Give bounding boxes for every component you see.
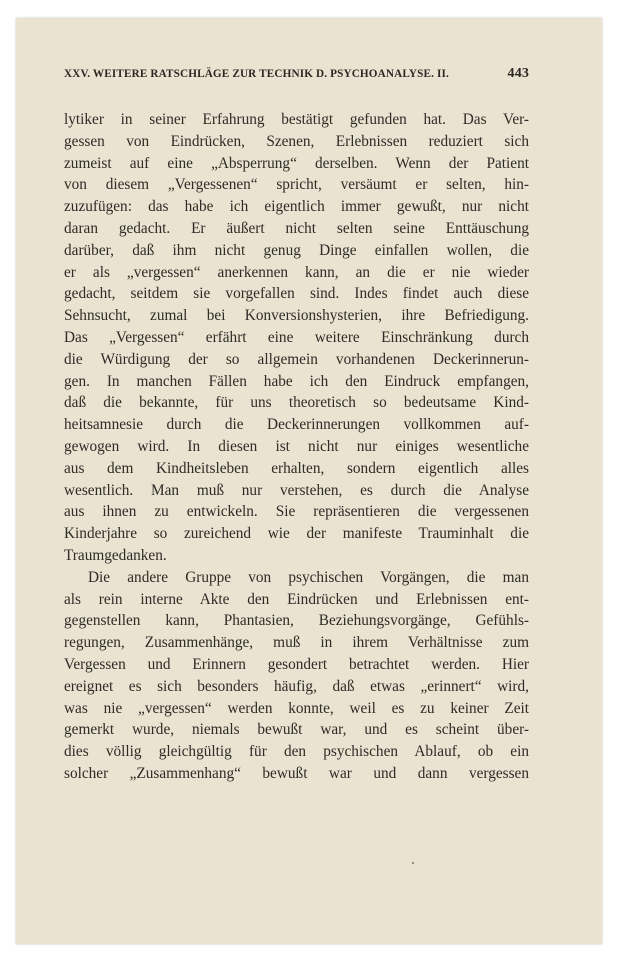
text-line: daß die bekannte, für uns theoretisch so bedeutsame Kind- [64, 394, 529, 412]
text-line: Sehnsucht, zumal bei Konversionshysterien, ihre Befriedigung. [64, 307, 529, 325]
text-line: als rein interne Akte den Eindrücken und Erlebnissen ent- [64, 590, 529, 608]
text-line: dies völlig gleichgültig für den psychischen Ablauf, ob ein [64, 743, 529, 761]
text-line: gewogen wird. In diesen ist nicht nur einiges wesentliche [64, 437, 529, 455]
text-line: solcher „Zusammenhang“ bewußt war und dann vergessen [64, 764, 529, 782]
text-line: darüber, daß ihm nicht genug Dinge einfallen wollen, die [64, 241, 529, 259]
text-line: was nie „vergessen“ werden konnte, weil es zu keiner Zeit [64, 699, 529, 717]
paragraph-start-line: Die andere Gruppe von psychischen Vorgängen, die man [88, 568, 529, 586]
paper-speck [412, 862, 414, 864]
text-line: von diesem „Vergessenen“ spricht, versäumt er selten, hin- [64, 176, 529, 194]
text-line: Das „Vergessen“ erfährt eine weitere Einschränkung durch [64, 328, 529, 346]
text-line: heitsamnesie durch die Deckerinnerungen vollkommen auf- [64, 416, 529, 434]
running-header [64, 66, 529, 82]
page-number: 443 [507, 66, 529, 81]
text-line: aus dem Kindheitsleben erhalten, sondern eigentlich alles [64, 459, 529, 477]
text-line: er als „vergessen“ anerkennen kann, an die er nie wieder [64, 263, 529, 281]
text-line: zuzufügen: das habe ich eigentlich immer gewußt, nur nicht [64, 198, 529, 216]
text-line: gedacht, seitdem sie vorgefallen sind. Indes findet auch diese [64, 285, 529, 303]
book-page [16, 18, 602, 944]
text-line: aus ihnen zu entwickeln. Sie repräsentieren die vergessenen [64, 503, 529, 521]
text-line: regungen, Zusammenhänge, muß in ihrem Verhältnisse zum [64, 634, 529, 652]
text-line: zumeist auf eine „Absperrung“ derselben. Wenn der Patient [64, 154, 529, 172]
text-line: gen. In manchen Fällen habe ich den Eindruck empfangen, [64, 372, 529, 390]
text-line: gegenstellen kann, Phantasien, Beziehungsvorgänge, Gefühls- [64, 612, 529, 630]
text-line: ereignet es sich besonders häufig, daß etwas „erinnert“ wird, [64, 677, 529, 695]
body-text [64, 109, 529, 785]
running-header-title: XXV. WEITERE RATSCHLÄGE ZUR TECHNIK D. PSYCHOANALYSE. II. [64, 68, 449, 80]
text-line: daran gedacht. Er äußert nicht selten seine Enttäuschung [64, 219, 529, 237]
text-line: gemerkt wurde, niemals bewußt war, und es scheint über- [64, 721, 529, 739]
text-line: die Würdigung der so allgemein vorhandenen Deckerinnerun- [64, 350, 529, 368]
text-line: Kinderjahre so zureichend wie der manifeste Trauminhalt die [64, 525, 529, 543]
text-line: Vergessen und Erinnern gesondert betrachtet werden. Hier [64, 655, 529, 673]
text-line: wesentlich. Man muß nur verstehen, es durch die Analyse [64, 481, 529, 499]
text-line: lytiker in seiner Erfahrung bestätigt gefunden hat. Das Ver- [64, 111, 529, 128]
text-line: gessen von Eindrücken, Szenen, Erlebnissen reduziert sich [64, 132, 529, 150]
paragraph-end-line: Traumgedanken. [64, 546, 167, 564]
